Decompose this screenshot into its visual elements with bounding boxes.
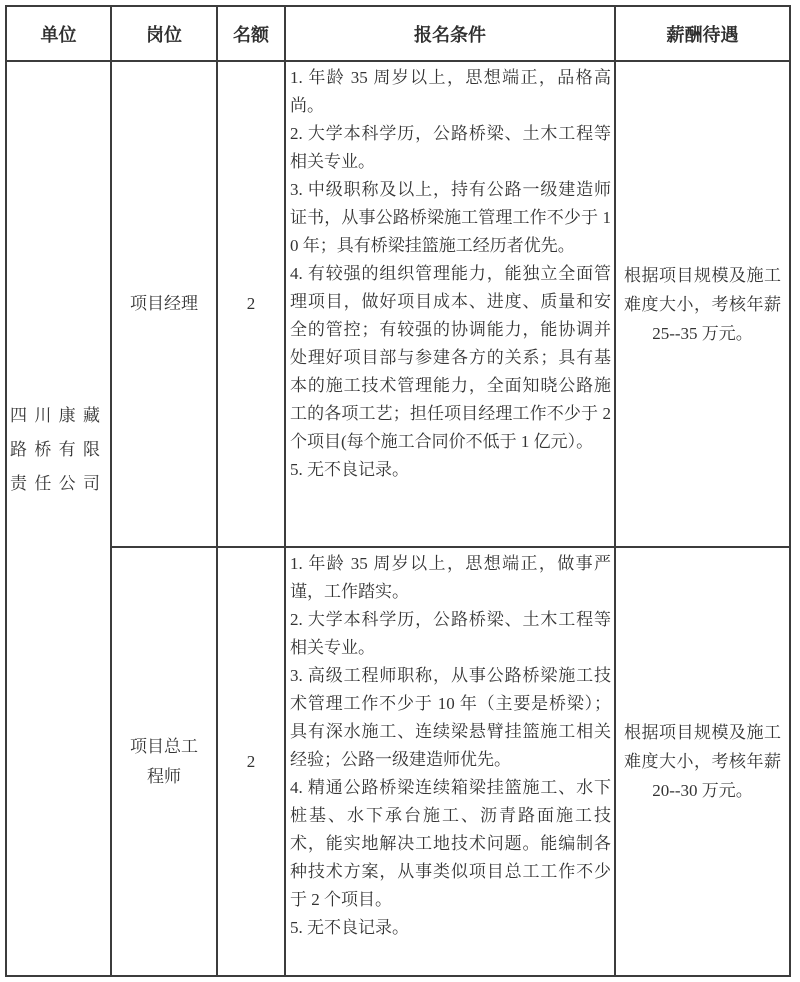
condition-item: 2. 大学本科学历，公路桥梁、土木工程等相关专业。 [290,124,611,171]
quota-cell: 2 [217,61,285,547]
conditions-cell [285,547,615,976]
company-cell [6,61,111,976]
header-position: 岗位 [111,6,217,61]
condition-item: 2. 大学本科学历，公路桥梁、土木工程等相关专业。 [290,610,611,657]
position-cell: 项目总工程师 [111,547,217,976]
quota-cell: 2 [217,547,285,976]
header-salary: 薪酬待遇 [615,6,790,61]
table-row [6,61,790,547]
header-conditions: 报名条件 [285,6,615,61]
salary-cell: 根据项目规模及施工难度大小，考核年薪 20--30 万元。 [615,547,790,976]
recruitment-table [5,5,791,977]
condition-item: 1. 年龄 35 周岁以上，思想端正，做事严谨，工作踏实。 [290,554,611,601]
condition-item: 4. 有较强的组织管理能力，能独立全面管理项目，做好项目成本、进度、质量和安全的管控；有较强的协调能力，能协调并处理好项目部与参建各方的关系；具有基本的施工技术管理能力，全面知晓公路施工的各项工艺；担任项目经理工作不少于 2 个项目(每个施工合同价不低于 1 亿元）。 [290,264,611,451]
position-cell: 项目经理 [111,61,217,547]
condition-item: 5. 无不良记录。 [290,918,409,937]
header-quota: 名额 [217,6,285,61]
condition-item: 3. 高级工程师职称，从事公路桥梁施工技术管理工作不少于 10 年（主要是桥梁）；具有深水施工、连续梁悬臂挂篮施工相关经验；公路一级建造师优先。 [290,666,611,769]
header-unit: 单位 [6,6,111,61]
table-row [6,547,790,976]
condition-item: 3. 中级职称及以上，持有公路一级建造师证书，从事公路桥梁施工管理工作不少于 10 年；具有桥梁挂篮施工经历者优先。 [290,180,611,255]
salary-cell: 根据项目规模及施工难度大小，考核年薪 25--35 万元。 [615,61,790,547]
company-name: 四川康藏路桥有限责任公司 [10,405,107,493]
conditions-cell [285,61,615,547]
condition-item: 4. 精通公路桥梁连续箱梁挂篮施工、水下桩基、水下承台施工、沥青路面施工技术，能实地解决工地技术问题。能编制各种技术方案，从事类似项目总工工作不少于 2 个项目。 [290,778,611,909]
condition-item: 5. 无不良记录。 [290,460,409,479]
condition-item: 1. 年龄 35 周岁以上，思想端正，品格高尚。 [290,68,611,115]
header-row [6,6,790,61]
